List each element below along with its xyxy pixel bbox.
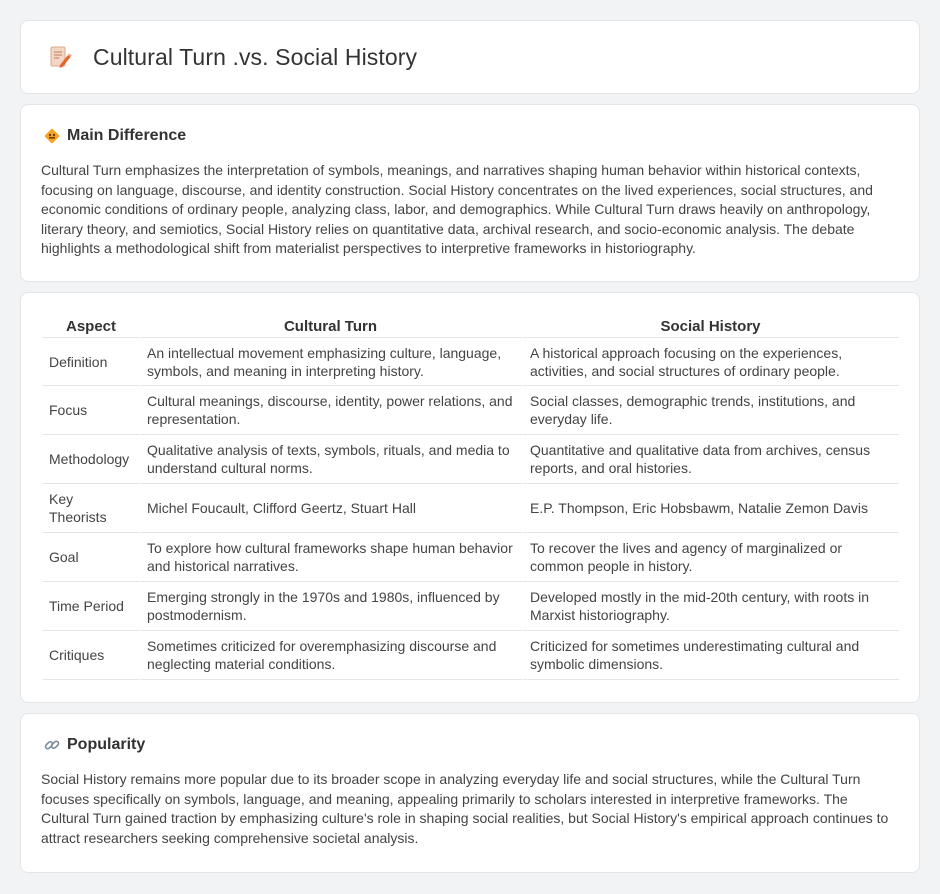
main-difference-heading [21, 105, 919, 145]
table-row [43, 484, 899, 533]
header-aspect: Aspect [65, 317, 117, 335]
comparison-table [43, 315, 899, 680]
popularity-card [20, 713, 920, 873]
social-history-cell: Developed mostly in the mid-20th century, with roots in Marxist historiography. [522, 582, 899, 631]
table-row [43, 631, 899, 680]
header-social-history: Social History [660, 317, 761, 335]
section-title: Main Difference [67, 127, 187, 144]
aspect-cell: Critiques [43, 631, 139, 680]
diamond-sign-icon [43, 127, 61, 145]
social-history-cell: To recover the lives and agency of marginalized or common people in history. [522, 533, 899, 582]
cultural-turn-cell: Michel Foucault, Clifford Geertz, Stuart Hall [139, 484, 522, 533]
social-history-cell: A historical approach focusing on the experiences, activities, and social structures of ordinary people. [522, 337, 899, 386]
header-card [20, 20, 920, 94]
cultural-turn-cell: An intellectual movement emphasizing culture, language, symbols, and meaning in interpreting history. [139, 337, 522, 386]
social-history-cell: E.P. Thompson, Eric Hobsbawm, Natalie Zemon Davis [522, 484, 899, 533]
cultural-turn-cell: Sometimes criticized for overemphasizing discourse and neglecting material conditions. [139, 631, 522, 680]
cultural-turn-cell: To explore how cultural frameworks shape human behavior and historical narratives. [139, 533, 522, 582]
popularity-text: Social History remains more popular due to its broader scope in analyzing everyday life and social structures, while the Cultural Turn focuses specifically on symbols, language, and meaning, appealing primarily to scholars interested in interpretive frameworks. The Cultural Turn gained traction by emphasizing culture's role in shaping social realities, but Social History's empirical approach continues to attract researchers seeking comprehensive societal analysis. [41, 771, 889, 846]
table-header-row [43, 315, 899, 337]
section-title: Popularity [67, 736, 146, 753]
cultural-turn-cell: Qualitative analysis of texts, symbols, rituals, and media to understand cultural norms. [139, 435, 522, 484]
table-row [43, 435, 899, 484]
table-row [43, 582, 899, 631]
page-title: Cultural Turn .vs. Social History [93, 43, 418, 70]
table-row [43, 533, 899, 582]
header-cultural-turn: Cultural Turn [283, 317, 378, 335]
main-difference-card [20, 104, 920, 282]
cultural-turn-cell: Cultural meanings, discourse, identity, power relations, and representation. [139, 386, 522, 435]
popularity-heading [21, 714, 919, 754]
social-history-cell: Criticized for sometimes underestimating cultural and symbolic dimensions. [522, 631, 899, 680]
social-history-cell: Quantitative and qualitative data from archives, census reports, and oral histories. [522, 435, 899, 484]
aspect-cell: Definition [43, 337, 139, 386]
aspect-cell: Time Period [43, 582, 139, 631]
aspect-cell: Goal [43, 533, 139, 582]
table-row [43, 337, 899, 386]
comparison-card [20, 292, 920, 703]
aspect-cell: Methodology [43, 435, 139, 484]
link-icon [43, 736, 61, 754]
table-row [43, 386, 899, 435]
cultural-turn-cell: Emerging strongly in the 1970s and 1980s, influenced by postmodernism. [139, 582, 522, 631]
aspect-cell: Focus [43, 386, 139, 435]
aspect-cell: Key Theorists [43, 484, 139, 533]
social-history-cell: Social classes, demographic trends, institutions, and everyday life. [522, 386, 899, 435]
main-difference-text: Cultural Turn emphasizes the interpretation of symbols, meanings, and narratives shaping human behavior within historical contexts, focusing on language, discourse, and identity construction. Social History concentrates on the lived experiences, social structures, and economic conditions of ordinary people, analyzing class, labor, and demographics. While Cultural Turn draws heavily on anthropology, literary theory, and semiotics, Social History relies on quantitative data, archival research, and socio-economic analysis. The debate highlights a methodological shift from materialist perspectives to interpretive frameworks in historiography. [41, 162, 873, 257]
document-pen-icon [47, 44, 73, 70]
